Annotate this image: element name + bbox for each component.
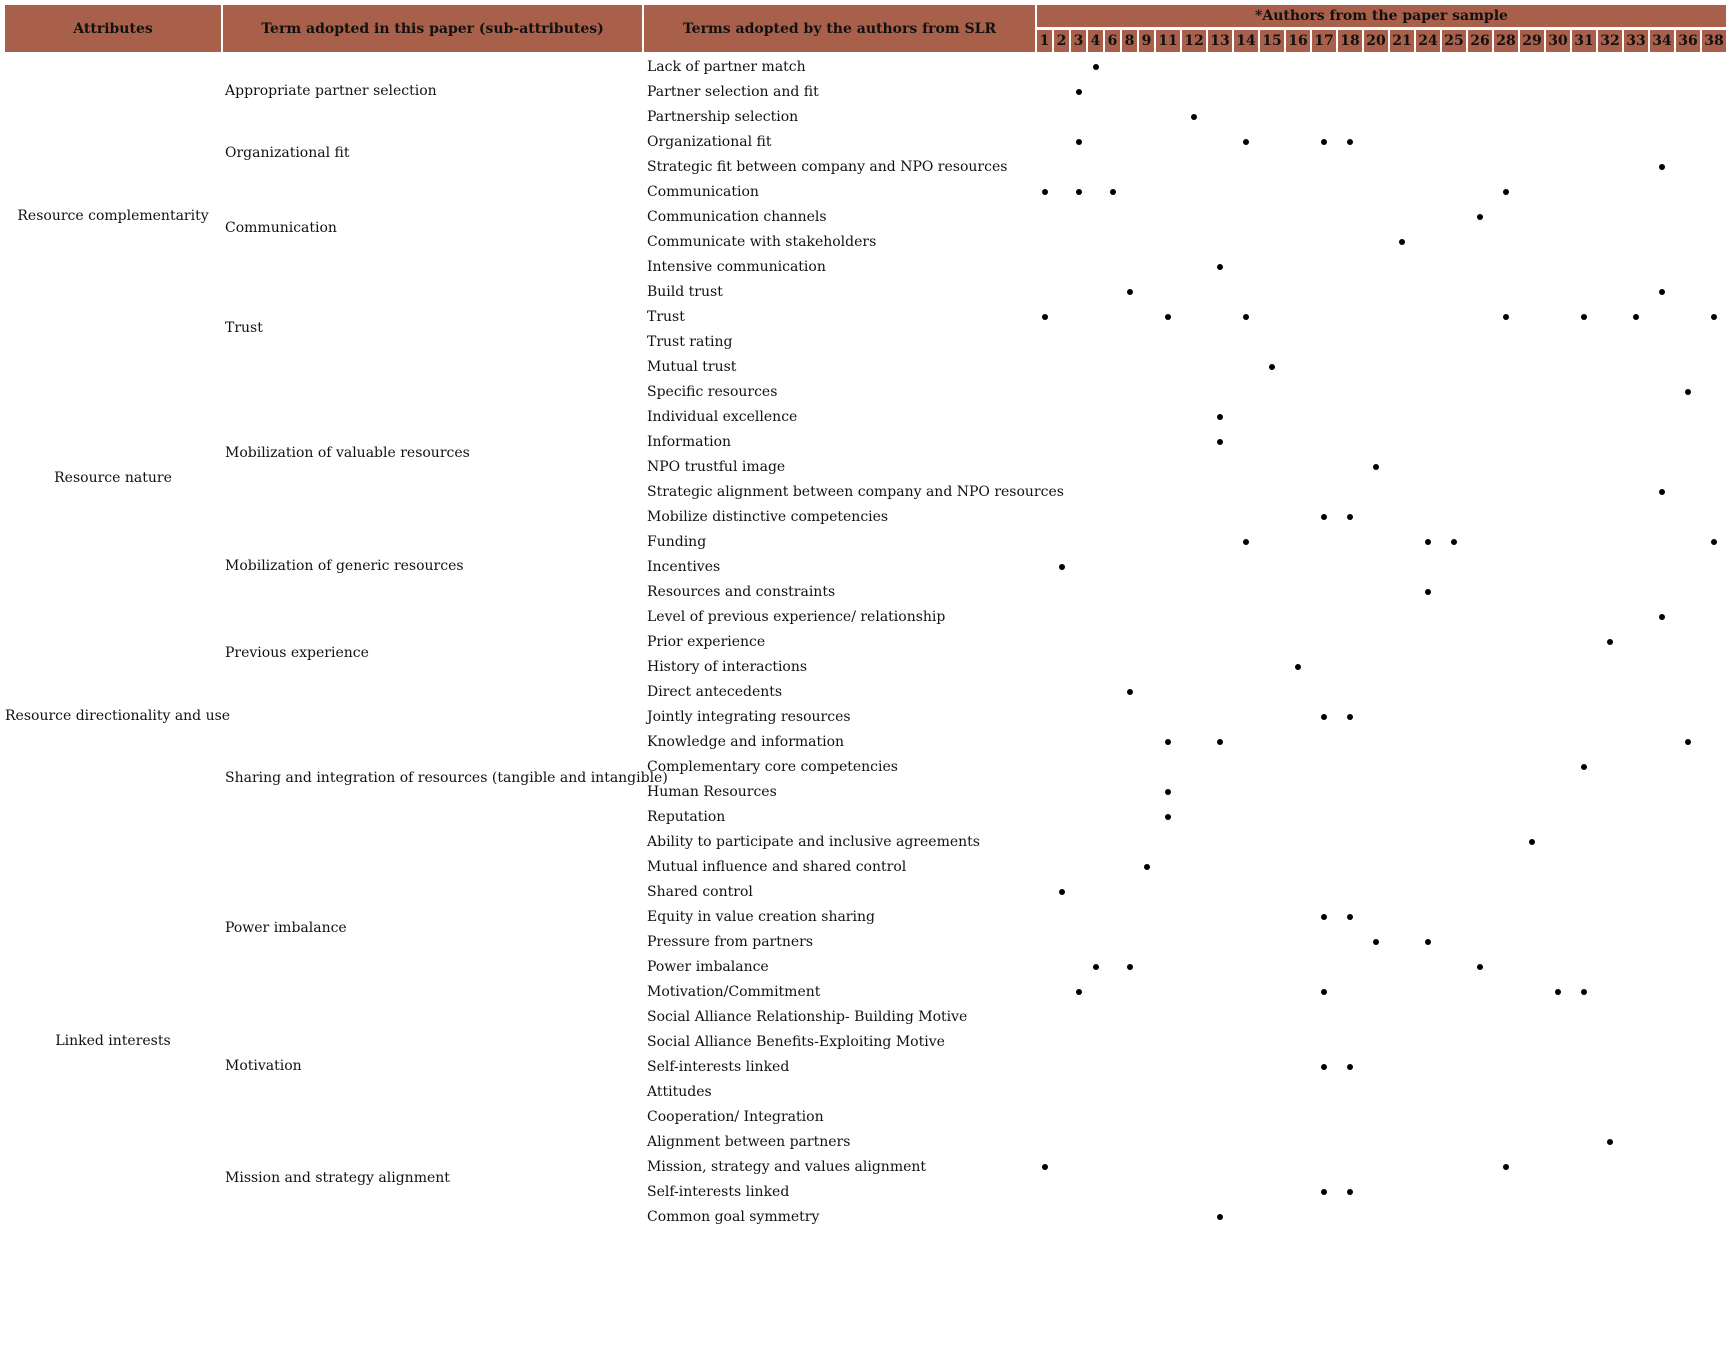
header-sub-attributes: Term adopted in this paper (sub-attributes)	[223, 5, 642, 52]
slr-term: Strategic alignment between company and NPO resources	[647, 484, 1064, 500]
author-mark-dot	[1503, 189, 1509, 195]
slr-term: Social Alliance Benefits-Exploiting Motive	[647, 1034, 945, 1050]
author-column-header: 20	[1364, 30, 1388, 52]
author-column-header: 8	[1122, 30, 1137, 52]
author-mark-dot	[1295, 664, 1301, 670]
author-mark-dot	[1347, 1064, 1353, 1070]
author-mark-dot	[1076, 989, 1082, 995]
slr-term: Prior experience	[647, 634, 766, 650]
author-column-header: 17	[1312, 30, 1336, 52]
author-mark-dot	[1217, 739, 1223, 745]
slr-term: Mission, strategy and values alignment	[647, 1159, 927, 1175]
author-mark-dot	[1165, 739, 1171, 745]
author-mark-dot	[1217, 1214, 1223, 1220]
author-column-header: 25	[1442, 30, 1466, 52]
author-mark-dot	[1555, 989, 1561, 995]
author-mark-dot	[1321, 914, 1327, 920]
author-mark-dot	[1685, 389, 1691, 395]
author-column-header: 24	[1416, 30, 1440, 52]
author-mark-dot	[1347, 714, 1353, 720]
slr-term: Direct antecedents	[647, 684, 783, 700]
author-mark-dot	[1076, 139, 1082, 145]
slr-term: NPO trustful image	[647, 459, 786, 475]
author-mark-dot	[1399, 239, 1405, 245]
author-mark-dot	[1711, 539, 1717, 545]
author-mark-dot	[1321, 514, 1327, 520]
author-mark-dot	[1076, 89, 1082, 95]
author-mark-dot	[1243, 139, 1249, 145]
author-mark-dot	[1581, 764, 1587, 770]
author-mark-dot	[1321, 714, 1327, 720]
slr-term: Resources and constraints	[647, 584, 836, 600]
author-mark-dot	[1477, 214, 1483, 220]
author-mark-dot	[1042, 1164, 1048, 1170]
author-column-header: 14	[1234, 30, 1258, 52]
author-column-header: 21	[1390, 30, 1414, 52]
slr-term: Trust	[647, 309, 685, 325]
author-mark-dot	[1093, 964, 1099, 970]
author-mark-dot	[1321, 1064, 1327, 1070]
slr-term: Mutual trust	[647, 359, 737, 375]
slr-term: Communication channels	[647, 209, 827, 225]
sub-attribute-label: Mobilization of generic resources	[225, 557, 464, 574]
slr-term: Information	[647, 434, 732, 450]
author-column-header: 4	[1088, 30, 1103, 52]
author-mark-dot	[1659, 289, 1665, 295]
author-column-header: 3	[1071, 30, 1086, 52]
author-column-header: 12	[1182, 30, 1206, 52]
author-column-header: 33	[1624, 30, 1648, 52]
author-mark-dot	[1581, 314, 1587, 320]
author-mark-dot	[1477, 964, 1483, 970]
author-column-header: 6	[1105, 30, 1120, 52]
sub-attribute-label: Organizational fit	[225, 145, 350, 161]
slr-term: Knowledge and information	[647, 734, 845, 750]
author-mark-dot	[1347, 1189, 1353, 1195]
slr-term: Intensive communication	[647, 259, 826, 275]
author-mark-dot	[1321, 139, 1327, 145]
author-mark-dot	[1243, 539, 1249, 545]
author-mark-dot	[1321, 989, 1327, 995]
slr-term: Communicate with stakeholders	[647, 234, 877, 250]
author-mark-dot	[1659, 614, 1665, 620]
slr-term: Mutual influence and shared control	[647, 859, 907, 875]
author-mark-dot	[1217, 439, 1223, 445]
slr-term: Jointly integrating resources	[647, 709, 851, 725]
author-mark-dot	[1347, 139, 1353, 145]
slr-term: Equity in value creation sharing	[647, 909, 875, 925]
sub-attribute-label: Power imbalance	[225, 920, 347, 936]
slr-term: Social Alliance Relationship- Building Motive	[647, 1009, 968, 1025]
author-column-header: 15	[1260, 30, 1284, 52]
slr-term: Level of previous experience/ relationship	[647, 609, 946, 625]
author-mark-dot	[1347, 514, 1353, 520]
author-mark-dot	[1127, 964, 1133, 970]
author-mark-dot	[1243, 314, 1249, 320]
author-column-header: 34	[1650, 30, 1674, 52]
author-column-header: 18	[1338, 30, 1362, 52]
author-mark-dot	[1059, 564, 1065, 570]
slr-term: Motivation/Commitment	[647, 984, 821, 1000]
slr-term: Strategic fit between company and NPO resources	[647, 159, 1008, 175]
author-mark-dot	[1093, 64, 1099, 70]
slr-term: Organizational fit	[647, 134, 772, 150]
author-mark-dot	[1042, 189, 1048, 195]
author-mark-dot	[1581, 989, 1587, 995]
author-mark-dot	[1165, 789, 1171, 795]
author-mark-dot	[1127, 689, 1133, 695]
author-mark-dot	[1127, 289, 1133, 295]
slr-term: Trust rating	[647, 334, 733, 350]
header-authors: *Authors from the paper sample	[1037, 5, 1726, 27]
slr-term: Build trust	[647, 284, 723, 300]
slr-term: Ability to participate and inclusive agreements	[647, 834, 980, 850]
author-column-header: 38	[1702, 30, 1726, 52]
author-mark-dot	[1321, 1189, 1327, 1195]
author-column-header: 36	[1676, 30, 1700, 52]
slr-term: Pressure from partners	[647, 934, 814, 950]
author-column-header: 2	[1054, 30, 1069, 52]
author-mark-dot	[1076, 189, 1082, 195]
slr-term: Alignment between partners	[647, 1134, 851, 1150]
slr-term: Attitudes	[647, 1084, 712, 1100]
slr-term: Self-interests linked	[647, 1184, 790, 1200]
author-column-header: 13	[1208, 30, 1232, 52]
sub-attribute-label: Mission and strategy alignment	[225, 1170, 450, 1186]
author-column-header: 30	[1546, 30, 1570, 52]
attribute-label: Resource complementarity	[17, 207, 209, 224]
slr-term: History of interactions	[647, 659, 808, 675]
sub-attribute-label: Previous experience	[225, 645, 369, 661]
author-mark-dot	[1685, 739, 1691, 745]
author-mark-dot	[1425, 589, 1431, 595]
slr-term: Mobilize distinctive competencies	[647, 509, 889, 525]
author-column-header: 1	[1037, 30, 1052, 52]
author-mark-dot	[1503, 314, 1509, 320]
author-mark-dot	[1191, 114, 1197, 120]
author-mark-dot	[1425, 939, 1431, 945]
slr-term: Reputation	[647, 809, 726, 825]
slr-term: Self-interests linked	[647, 1059, 790, 1075]
slr-term: Power imbalance	[647, 959, 769, 975]
author-column-header: 31	[1572, 30, 1596, 52]
author-column-header: 28	[1494, 30, 1518, 52]
author-mark-dot	[1373, 464, 1379, 470]
slr-term: Incentives	[647, 559, 721, 575]
header-attributes: Attributes	[5, 5, 221, 52]
author-mark-dot	[1217, 264, 1223, 270]
author-mark-dot	[1347, 914, 1353, 920]
slr-term: Complementary core competencies	[647, 759, 898, 775]
author-column-header: 26	[1468, 30, 1492, 52]
slr-term: Human Resources	[647, 784, 777, 800]
author-mark-dot	[1633, 314, 1639, 320]
author-mark-dot	[1217, 414, 1223, 420]
slr-term: Cooperation/ Integration	[647, 1109, 824, 1125]
author-mark-dot	[1373, 939, 1379, 945]
sub-attribute-label: Mobilization of valuable resources	[225, 445, 470, 461]
author-column-header: 29	[1520, 30, 1544, 52]
sub-attribute-label: Motivation	[225, 1057, 302, 1074]
sub-attribute-label: Sharing and integration of resources (tangible and intangible)	[225, 770, 668, 786]
header-slr-terms: Terms adopted by the authors from SLR	[644, 5, 1035, 52]
author-mark-dot	[1059, 889, 1065, 895]
author-mark-dot	[1659, 164, 1665, 170]
author-mark-dot	[1144, 864, 1150, 870]
sub-attribute-label: Communication	[225, 220, 337, 236]
author-mark-dot	[1607, 1139, 1613, 1145]
author-mark-dot	[1503, 1164, 1509, 1170]
author-mark-dot	[1165, 314, 1171, 320]
slr-term: Individual excellence	[647, 409, 798, 425]
author-mark-dot	[1451, 539, 1457, 545]
author-mark-dot	[1425, 539, 1431, 545]
slr-term: Lack of partner match	[647, 59, 806, 75]
slr-term: Shared control	[647, 884, 753, 900]
slr-term: Funding	[647, 534, 707, 550]
attribute-label: Resource nature	[54, 470, 172, 486]
attribute-label: Resource directionality and use	[5, 707, 231, 724]
author-mark-dot	[1607, 639, 1613, 645]
slr-term: Communication	[647, 184, 759, 200]
slr-term: Partner selection and fit	[647, 84, 819, 100]
author-mark-dot	[1659, 489, 1665, 495]
author-column-header: 16	[1286, 30, 1310, 52]
slr-term: Common goal symmetry	[647, 1209, 820, 1225]
author-column-header: 11	[1156, 30, 1180, 52]
author-mark-dot	[1042, 314, 1048, 320]
author-mark-dot	[1110, 189, 1116, 195]
attribute-label: Linked interests	[55, 1032, 171, 1049]
author-mark-dot	[1711, 314, 1717, 320]
sub-attribute-label: Trust	[225, 320, 263, 336]
author-mark-dot	[1165, 814, 1171, 820]
slr-term: Partnership selection	[647, 109, 799, 125]
author-mark-dot	[1529, 839, 1535, 845]
sub-attribute-label: Appropriate partner selection	[225, 82, 437, 99]
slr-term: Specific resources	[647, 384, 778, 400]
author-mark-dot	[1269, 364, 1275, 370]
author-column-header: 32	[1598, 30, 1622, 52]
author-column-header: 9	[1139, 30, 1154, 52]
